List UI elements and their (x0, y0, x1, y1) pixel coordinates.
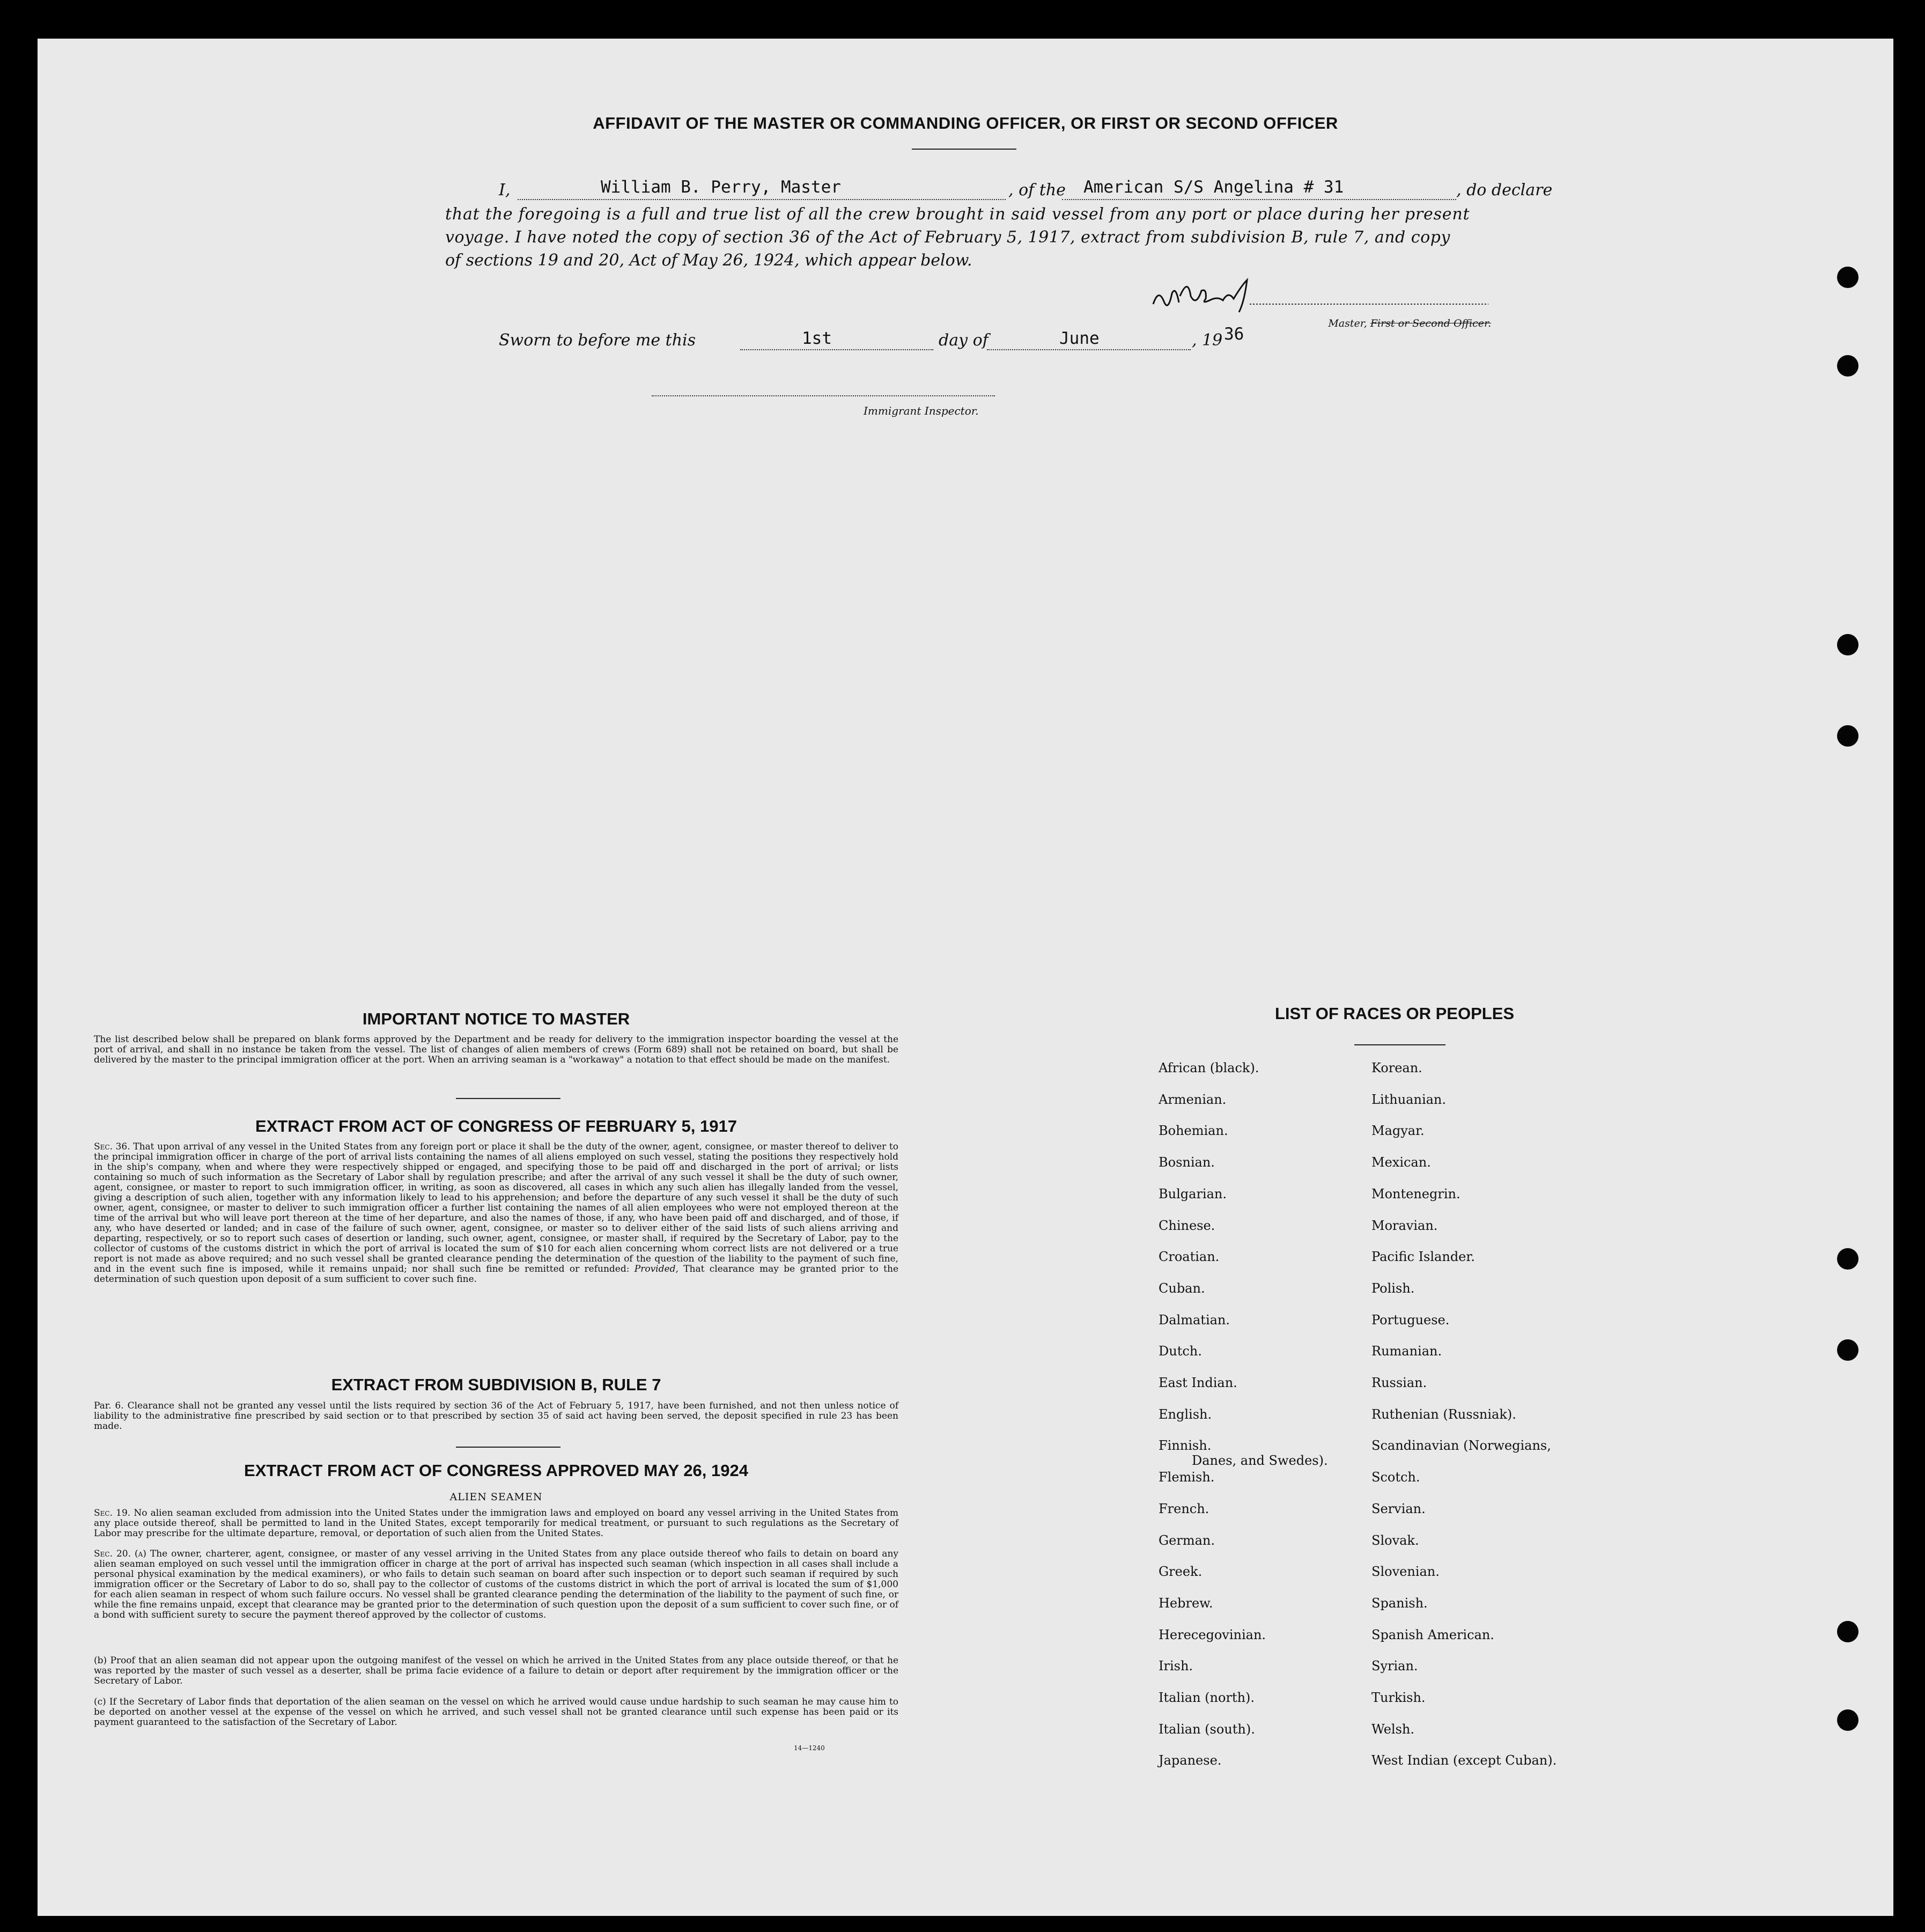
race-item: Herecegovinian. (1159, 1627, 1266, 1642)
sworn-pre: Sworn to before me this (499, 331, 696, 350)
race-item: Bosnian. (1159, 1155, 1215, 1170)
race-item: French. (1159, 1501, 1209, 1516)
extract-rule7-title: EXTRACT FROM SUBDIVISION B, RULE 7 (331, 1375, 661, 1394)
signature-title (1328, 318, 1491, 329)
sec36-text: That upon arrival of any vessel in the United States from any foreign port or place it shall be the duty of the owner, agent, consignee, or master thereof to deliver to the principal immigration officer in charge of the port of arrival lists containing the names of all aliens employed on such vessel, stating the positions they respectively hold in the ship's company, when and where they were respectively shipped or engaged, and specifying those to be paid off and discharged in the port of arrival; or lists containing so much of such information as the Secretary of Labor shall by regulation prescribe; and after the arrival of any such vessel it shall be the duty of such owner, agent, consignee, or master to report to such immigration officer, in writing, as soon as discovered, all cases in which any such alien has illegally landed from the vessel, giving a description of such alien, together with any information likely to lead to his apprehension; and before the departure of any such vessel it shall be the duty of such owner, agent, consignee, or master to deliver to such immigration officer a further list containing the names of all alien employees who were not employed thereon at the time of the arrival but who will leave port thereon at the time of her departure, and also the names of those, if any, who have been paid off and discharged, and of those, if any, who have deserted or landed; and in case of the failure of such owner, agent, consignee, or master so to deliver either of the said lists of such aliens arriving and departing, respectively, or so to report such cases of desertion or landing, such owner, agent, consignee, or master shall, if required by the Secretary of Labor, pay to the collector of customs of the customs district in which the port of arrival is located the sum of $10 for each alien concerning whom correct lists are not delivered or a true report is not made as above required; and no such vessel shall be granted clearance pending the determination of the question of the liability to the payment of such fine, and in the event such fine is imposed, while it remains unpaid; nor shall such fine be remitted or refunded: (94, 1141, 898, 1274)
races-divider (1354, 1044, 1445, 1045)
race-item: Ruthenian (Russniak). (1371, 1406, 1516, 1422)
race-item: Korean. (1371, 1060, 1422, 1075)
sworn-day: 1st (802, 329, 832, 348)
race-item: Magyar. (1371, 1123, 1425, 1139)
race-item: Portuguese. (1371, 1312, 1450, 1328)
punch-hole (1837, 355, 1858, 377)
race-item: Danes, and Swedes). (1192, 1453, 1328, 1469)
form-number: 14—1240 (794, 1744, 825, 1752)
race-item: Polish. (1371, 1280, 1415, 1296)
extract-1924-title: EXTRACT FROM ACT OF CONGRESS APPROVED MAY 26, 1924 (244, 1461, 748, 1480)
race-item: Greek. (1159, 1564, 1203, 1580)
notice-body: The list described below shall be prepared on blank forms approved by the Department and be ready for delivery to the immigration inspector boarding the vessel at the port of arrival, and shall in no instance be taken from the vessel. The list of changes of alien members of crews (Form 689) shall not be retained on board, but shall be delivered by the master to the principal immigration officer at the port. When an arriving seaman is a "workaway" a notation to that effect should be made on the manifest. (94, 1034, 898, 1065)
sworn-month: June (1059, 329, 1100, 348)
signature-mark (1148, 275, 1491, 318)
rule7-divider (456, 1447, 560, 1448)
race-item: Dutch. (1159, 1344, 1202, 1359)
race-item: Irish. (1159, 1658, 1193, 1674)
sworn-day-underline (740, 349, 933, 350)
punch-hole (1837, 1621, 1858, 1642)
extract-rule7-body: Par. 6. Clearance shall not be granted any vessel until the lists required by section 36 of the Act of February 5, 1917, have been furnished, and not then unless notice of liability to the administrative fine prescribed by said section or to that prescribed by section 35 of said act having been served, the deposit specified in rule 23 has been made. (94, 1400, 898, 1432)
race-item: Mexican. (1371, 1155, 1431, 1170)
race-item: Japanese. (1159, 1753, 1222, 1768)
inspector-signature-line (652, 395, 995, 396)
race-item: Montenegrin. (1371, 1186, 1461, 1201)
document-page (38, 39, 1893, 1916)
extract-1917-title: EXTRACT FROM ACT OF CONGRESS OF FEBRUARY 5, 1917 (255, 1117, 737, 1135)
affidavit-line-3: voyage. I have noted the copy of section 36 of the Act of February 5, 1917, extract from subdivision B, rule 7, and copy (445, 228, 1450, 247)
sec20a-paragraph (94, 1549, 898, 1620)
race-item: Welsh. (1371, 1721, 1414, 1737)
sec20b-paragraph (94, 1656, 898, 1686)
punch-hole (1837, 1709, 1858, 1731)
signature-title-master: Master, (1328, 318, 1367, 329)
race-item: Cuban. (1159, 1280, 1205, 1296)
race-item: Armenian. (1159, 1092, 1227, 1107)
race-item: Bohemian. (1159, 1123, 1228, 1139)
race-item: Turkish. (1371, 1690, 1426, 1705)
inspector-label: Immigrant Inspector. (864, 404, 979, 417)
race-item: Slovenian. (1371, 1564, 1440, 1580)
race-item: Pacific Islander. (1371, 1249, 1475, 1265)
sworn-year: 36 (1224, 325, 1244, 344)
sec20c-label: (c) (94, 1697, 106, 1707)
sec36-label: Sec. 36. (94, 1141, 130, 1152)
line1-pre: I, (499, 181, 511, 200)
line1-post: , do declare (1456, 181, 1553, 200)
race-item: West Indian (except Cuban). (1371, 1753, 1557, 1768)
declarant-underline (518, 199, 1006, 200)
proviso-text: That clearance may be granted prior to the determination of such question upon deposit of a sum sufficient to cover such fine. (94, 1264, 899, 1285)
race-item: Italian (north). (1159, 1690, 1255, 1705)
vessel-underline (1062, 199, 1456, 200)
sec20a-text: The owner, charterer, agent, consignee, or master of any vessel arriving in the United States from any place outside thereof who fails to detain on board any alien seaman employed on such vessel until the immigration officer in charge at the port of arrival has inspected such seaman (which inspection in all cases shall include a personal physical examination by the medical examiners), or who fails to detain such seaman on board after such inspection or to deport such seaman if required by such immigration officer or the Secretary of Labor to do so, shall pay to the collector of customs of the customs district in which the port of arrival is located the sum of $1,000 for each alien seaman in respect of whom such failure occurs. No vessel shall be granted clearance pending the determination of the liability to the payment of such fine, or while the fine remains unpaid, except that clearance may be granted prior to the determination of such question upon the deposit of a sum sufficient to cover such fine, or of a bond with sufficient surety to secure the payment thereof approved by the collector of customs. (94, 1548, 898, 1620)
race-item: Chinese. (1159, 1218, 1215, 1233)
signature-title-struck: First or Second Officer. (1370, 318, 1491, 329)
notice-title: IMPORTANT NOTICE TO MASTER (362, 1009, 630, 1028)
punch-hole (1837, 634, 1858, 655)
affidavit-line-4: of sections 19 and 20, Act of May 26, 1924, which appear below. (445, 251, 972, 270)
race-item: Servian. (1371, 1501, 1426, 1516)
punch-hole (1837, 725, 1858, 747)
sec19-label: Sec. 19. (94, 1508, 131, 1518)
sec20b-text: Proof that an alien seaman did not appear upon the outgoing manifest of the vessel on which he arrived in the United States from any place outside thereof, or that he was reported by the master of such vessel as a deserter, shall be prima facie evidence of a failure to detain or deport after requirement by the immigration officer or the Secretary of Labor. (94, 1655, 899, 1686)
race-item: East Indian. (1159, 1375, 1237, 1390)
title-divider (912, 149, 1016, 150)
declarant-name: William B. Perry, Master (601, 178, 841, 197)
sec20c-paragraph (94, 1697, 898, 1728)
signature-block (1148, 275, 1491, 334)
sworn-year-prefix: , 19 (1192, 331, 1223, 350)
race-item: German. (1159, 1532, 1215, 1548)
race-item: Flemish. (1159, 1470, 1215, 1485)
race-item: Russian. (1371, 1375, 1427, 1390)
race-item: Rumanian. (1371, 1344, 1442, 1359)
race-item: English. (1159, 1406, 1212, 1422)
race-item: Scandinavian (Norwegians, (1371, 1438, 1551, 1454)
race-item: Hebrew. (1159, 1595, 1213, 1611)
race-item: Syrian. (1371, 1658, 1418, 1674)
race-item: Slovak. (1371, 1532, 1419, 1548)
line1-mid: , of the (1008, 181, 1066, 200)
sec20a-label: Sec. 20. (a) (94, 1548, 146, 1559)
race-item: Moravian. (1371, 1218, 1438, 1233)
punch-hole (1837, 1339, 1858, 1361)
race-item: Spanish. (1371, 1595, 1428, 1611)
proviso-label: Provided, (634, 1264, 678, 1274)
race-item: African (black). (1159, 1060, 1259, 1075)
affidavit-title: AFFIDAVIT OF THE MASTER OR COMMANDING OFFICER, OR FIRST OR SECOND OFFICER (593, 114, 1338, 132)
notice-divider (456, 1098, 560, 1099)
race-item: Finnish. (1159, 1438, 1212, 1454)
punch-hole (1837, 267, 1858, 288)
affidavit-line-2: that the foregoing is a full and true list of all the crew brought in said vessel from any port or place during her present (445, 205, 1470, 224)
sworn-mid: day of (939, 331, 989, 350)
race-item: Dalmatian. (1159, 1312, 1230, 1328)
extract-1917-body (94, 1142, 898, 1285)
race-item: Spanish American. (1371, 1627, 1494, 1642)
sec20c-text: If the Secretary of Labor finds that deportation of the alien seaman on the vessel on which he arrived would cause undue hardship to such seaman he may cause him to be deported on another vessel at the expense of the vessel on which he arrived, and such vessel shall not be granted clearance until such expense has been paid or its payment guaranteed to the satisfaction of the Secretary of Labor. (94, 1697, 898, 1728)
sworn-month-underline (987, 349, 1191, 350)
vessel-name: American S/S Angelina # 31 (1083, 178, 1344, 197)
races-title: LIST OF RACES OR PEOPLES (1274, 1004, 1515, 1023)
sec19-paragraph (94, 1508, 898, 1539)
race-item: Scotch. (1371, 1470, 1420, 1485)
race-item: Bulgarian. (1159, 1186, 1227, 1201)
race-item: Lithuanian. (1371, 1092, 1447, 1107)
sec20b-label: (b) (94, 1655, 107, 1666)
alien-seamen-subtitle: ALIEN SEAMEN (449, 1491, 543, 1503)
race-item: Croatian. (1159, 1249, 1220, 1265)
race-item: Italian (south). (1159, 1721, 1255, 1737)
sec19-text: No alien seaman excluded from admission into the United States under the immigration laws and employed on board any vessel arriving in the United States from any place outside thereof, shall be permitted to land in the United States, except temporarily for medical treatment, or pursuant to such regulations as the Secretary of Labor may prescribe for the ultimate departure, removal, or deportation of such alien from the United States. (94, 1508, 898, 1539)
punch-hole (1837, 1248, 1858, 1270)
